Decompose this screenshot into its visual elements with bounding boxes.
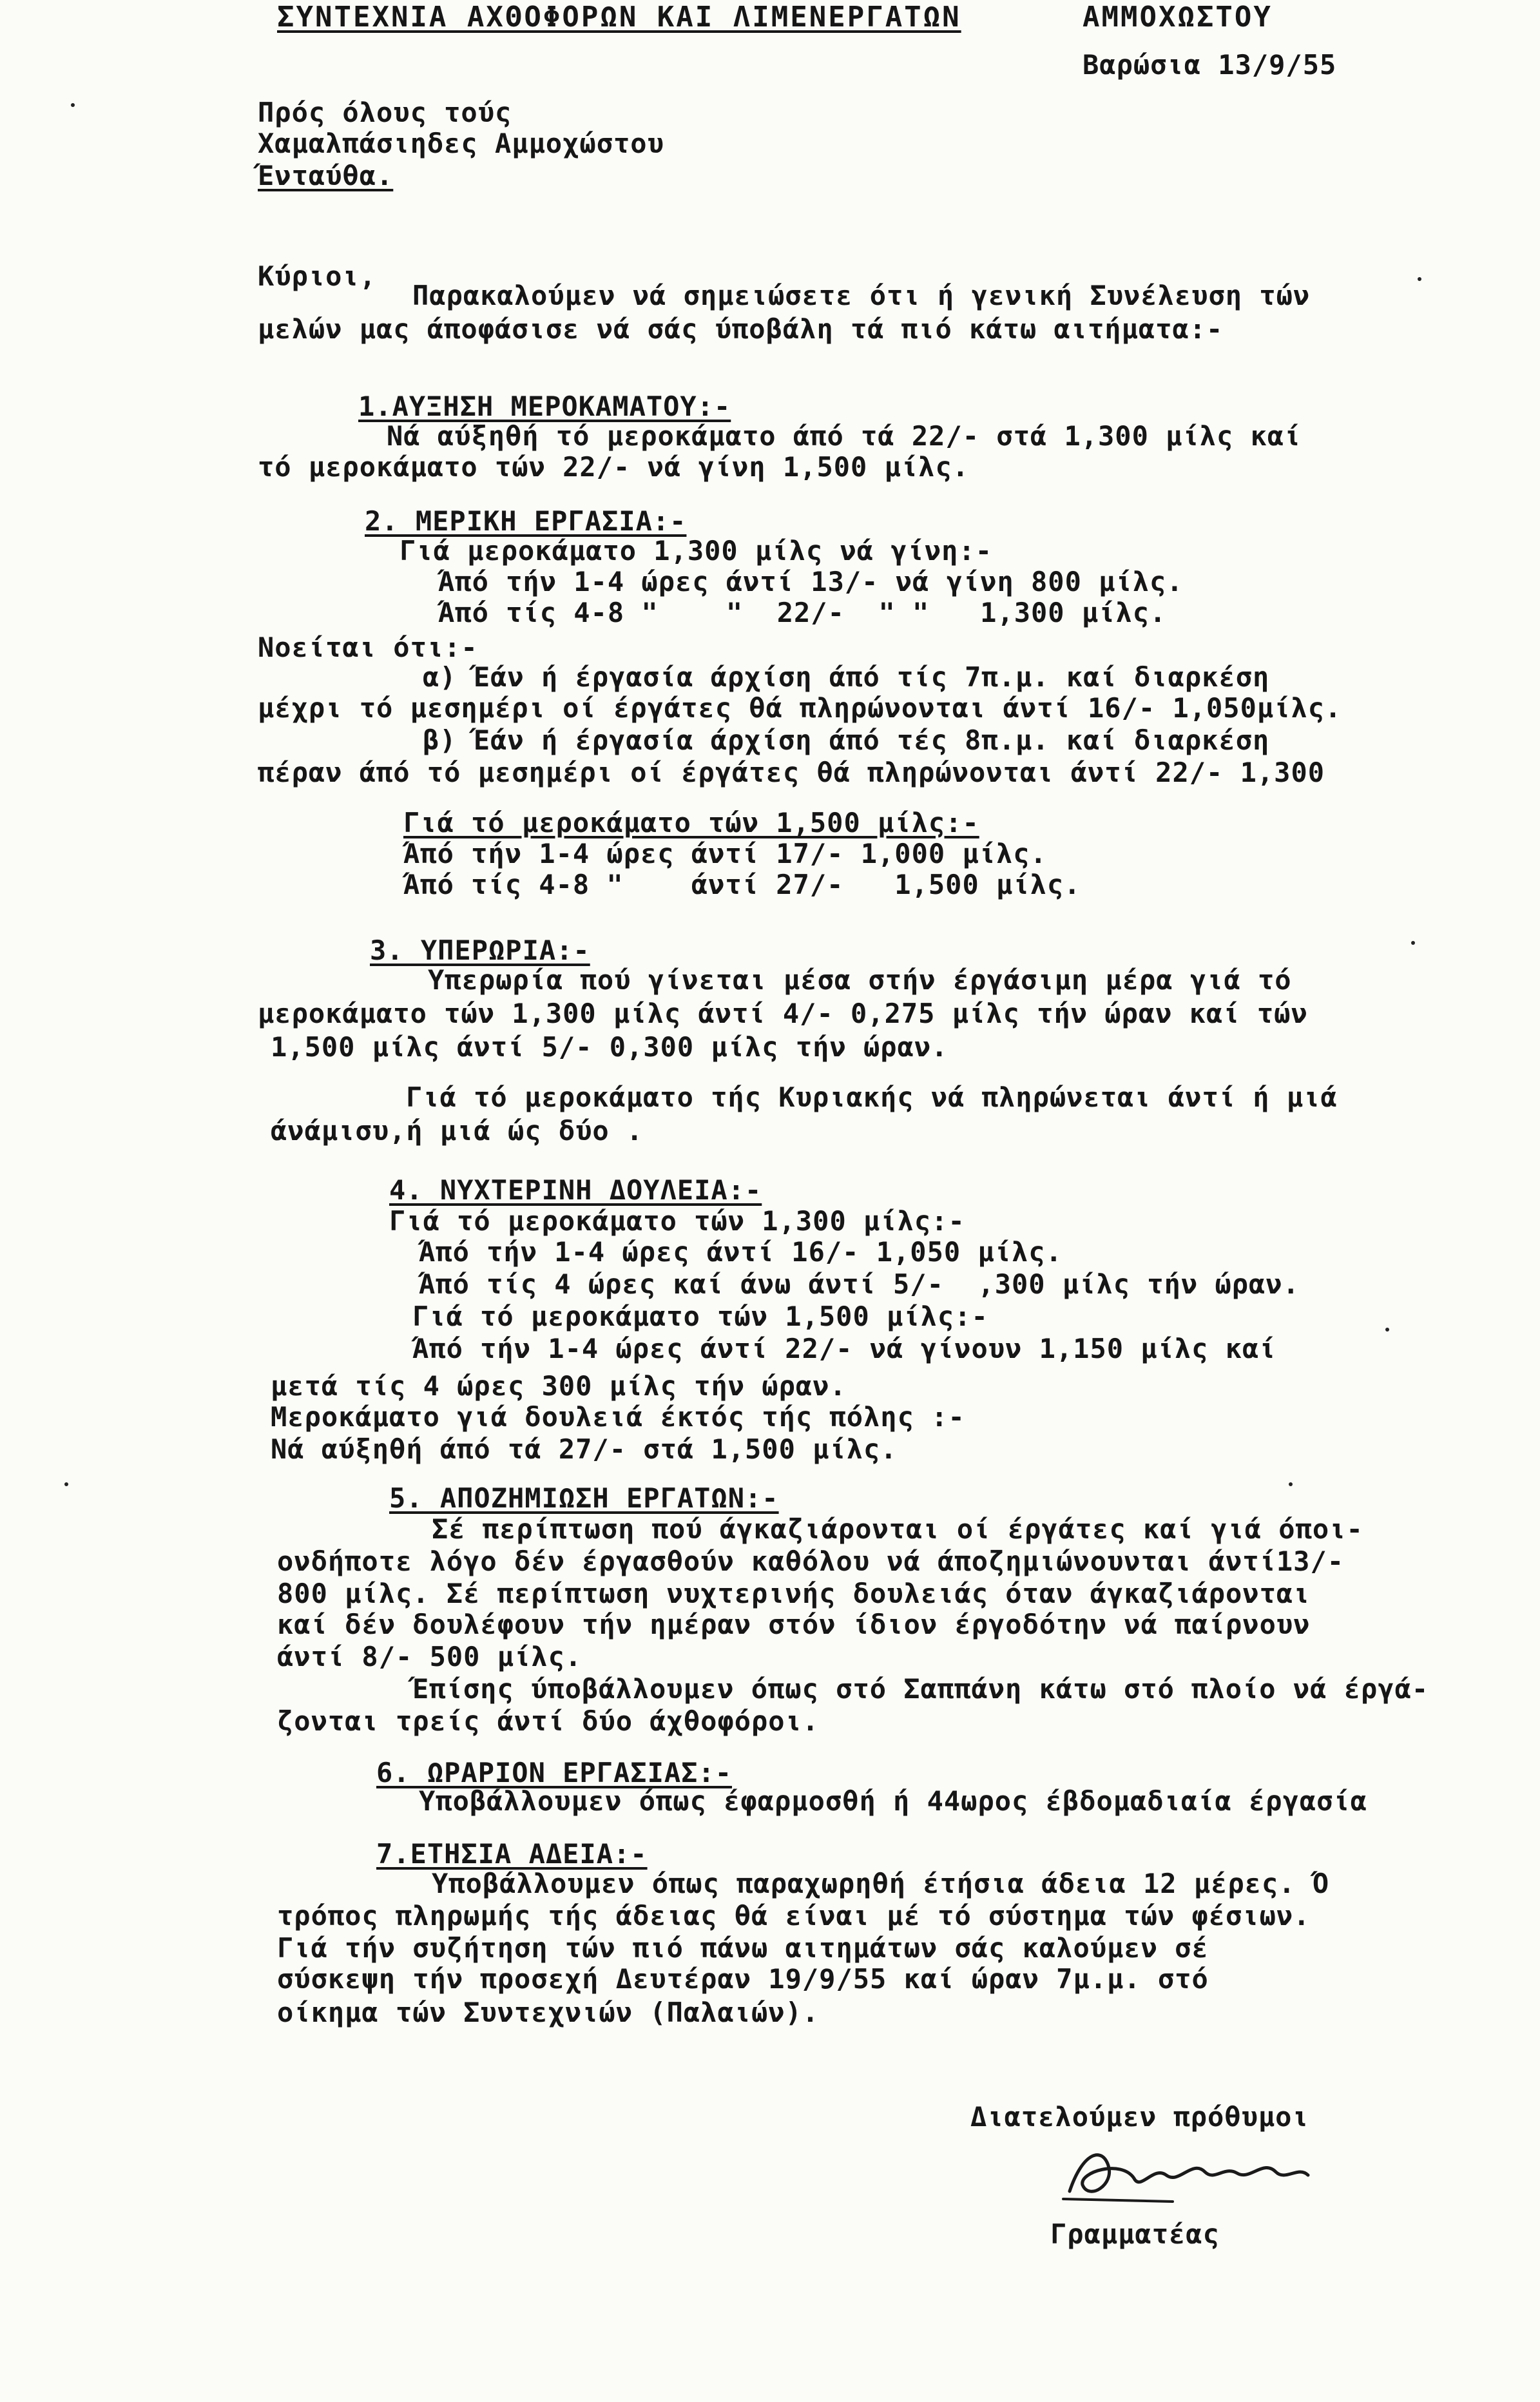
scan-speck <box>71 103 75 107</box>
section-6-line-1: Υποβάλλουμεν όπως έφαρμοσθή ή 44ωρος έβδομαδιαία έργασία <box>419 1785 1368 1817</box>
section-4-line-2: Άπό τήν 1-4 ώρες άντί 16/- 1,050 μίλς. <box>419 1236 1063 1268</box>
section-2-line-11: Άπό τίς 4-8 " άντί 27/- 1,500 μίλς. <box>403 869 1081 900</box>
section-7-title: 7.ΕΤΗΣΙΑ ΑΔΕΙΑ:- <box>376 1838 648 1870</box>
scan-speck <box>1289 1482 1293 1486</box>
section-4-line-1: Γιά τό μεροκάματο τών 1,300 μίλς:- <box>389 1205 965 1237</box>
scan-speck <box>1418 277 1421 281</box>
union-name: ΣΥΝΤΕΧΝΙΑ ΑΧΘΟΦΟΡΩΝ ΚΑΙ ΛΙΜΕΝΕΡΓΑΤΩΝ <box>277 1 961 34</box>
section-1-line-1: Νά αύξηθή τό μεροκάματο άπό τά 22/- στά 1,300 μίλς καί <box>387 420 1302 452</box>
section-3-line-5: άνάμισυ,ή μιά ώς δύο . <box>271 1115 644 1147</box>
section-2-line-5: α) Έάν ή έργασία άρχίση άπό τίς 7π.μ. καί διαρκέση <box>423 661 1270 693</box>
addressee-line-3: Ένταύθα. <box>258 160 394 191</box>
section-5-line-6: Έπίσης ύποβάλλουμεν όπως στό Σαππάνη κάτω στό πλοίο νά έργά- <box>412 1673 1429 1705</box>
section-3-line-3: 1,500 μίλς άντί 5/- 0,300 μίλς τήν ώραν. <box>271 1031 948 1063</box>
section-4-line-3: Άπό τίς 4 ώρες καί άνω άντί 5/- ,300 μίλς τήν ώραν. <box>419 1268 1300 1300</box>
section-4-line-5: Άπό τήν 1-4 ώρες άντί 22/- νά γίνουν 1,150 μίλς καί <box>412 1333 1276 1364</box>
section-5-line-5: άντί 8/- 500 μίλς. <box>277 1641 582 1672</box>
section-2-line-10: Άπό τήν 1-4 ώρες άντί 17/- 1,000 μίλς. <box>403 838 1047 869</box>
section-3-line-2: μεροκάματο τών 1,300 μίλς άντί 4/- 0,275 μίλς τήν ώραν καί τών <box>258 998 1308 1029</box>
section-5-line-3: 800 μίλς. Σέ περίπτωση νυχτερινής δουλειάς όταν άγκαζιάρονται <box>277 1578 1311 1609</box>
section-2-line-9: Γιά τό μεροκάματο τών 1,500 μίλς:- <box>403 807 979 838</box>
section-5-title: 5. ΑΠΟΖΗΜΙΩΣΗ ΕΡΓΑΤΩΝ:- <box>389 1482 779 1514</box>
section-2-line-6: μέχρι τό μεσημέρι οί έργάτες θά πληρώνονται άντί 16/- 1,050μίλς. <box>258 692 1342 724</box>
section-3-line-1: Υπερωρία πού γίνεται μέσα στήν έργάσιμη μέρα γιά τό <box>428 964 1292 996</box>
greeting: Κύριοι, <box>258 260 377 292</box>
section-2-line-4: Νοείται ότι:- <box>258 632 478 663</box>
section-7-line-5: οίκημα τών Συντεχνιών (Παλαιών). <box>277 1997 820 2028</box>
section-7-line-3: Γιά τήν συζήτηση τών πιό πάνω αιτημάτων σάς καλούμεν σέ <box>277 1932 1209 1964</box>
closing-regards: Διατελούμεν πρόθυμοι <box>970 2101 1309 2133</box>
section-2-line-8: πέραν άπό τό μεσημέρι οί έργάτες θά πληρώνονται άντί 22/- 1,300 <box>258 757 1325 788</box>
section-2-line-2: Άπό τήν 1-4 ώρες άντί 13/- νά γίνη 800 μίλς. <box>438 566 1184 597</box>
section-5-line-2: ονδήποτε λόγο δέν έργασθούν καθόλου νά άποζημιώνουνται άντί13/- <box>277 1545 1345 1577</box>
scan-speck <box>64 1482 68 1486</box>
addressee-line-1: Πρός όλους τούς <box>258 97 512 128</box>
closing-role: Γραμματέας <box>1050 2218 1220 2250</box>
section-5-line-1: Σέ περίπτωση πού άγκαζιάρονται οί έργάτες καί γιά όποι- <box>432 1513 1363 1545</box>
section-2-line-7: β) Έάν ή έργασία άρχίση άπό τές 8π.μ. καί διαρκέση <box>423 724 1270 756</box>
section-2-line-3: Άπό τίς 4-8 " " 22/- " " 1,300 μίλς. <box>438 597 1167 628</box>
signature <box>1044 2140 1340 2211</box>
intro-line-2: μελών μας άποφάσισε νά σάς ύποβάλη τά πιό κάτω αιτήματα:- <box>258 313 1224 345</box>
section-4-title: 4. ΝΥΧΤΕΡΙΝΗ ΔΟΥΛΕΙΑ:- <box>389 1174 762 1206</box>
letter-date: Βαρώσια 13/9/55 <box>1083 49 1337 81</box>
intro-line-1: Παρακαλούμεν νά σημειώσετε ότι ή γενική Συνέλευση τών <box>412 280 1311 311</box>
section-4-line-4: Γιά τό μεροκάματο τών 1,500 μίλς:- <box>412 1301 988 1332</box>
section-2-title: 2. ΜΕΡΙΚΗ ΕΡΓΑΣΙΑ:- <box>365 505 687 537</box>
section-7-line-1: Υποβάλλουμεν όπως παραχωρηθή έτήσια άδεια 12 μέρες. Ό <box>432 1868 1330 1899</box>
addressee-line-2: Χαμαλπάσιηδες Αμμοχώστου <box>258 128 664 159</box>
city-name: ΑΜΜΟΧΩΣΤΟΥ <box>1083 1 1273 34</box>
section-7-line-2: τρόπος πληρωμής τής άδειας θά είναι μέ τό σύστημα τών φέσιων. <box>277 1900 1311 1932</box>
section-3-title: 3. ΥΠΕΡΩΡΙΑ:- <box>370 935 590 966</box>
section-7-line-4: σύσκεψη τήν προσεχή Δευτέραν 19/9/55 καί ώραν 7μ.μ. στό <box>277 1963 1209 1995</box>
scan-speck <box>1385 1328 1389 1332</box>
section-4-line-6: μετά τίς 4 ώρες 300 μίλς τήν ώραν. <box>271 1370 847 1402</box>
section-5-line-4: καί δέν δουλέφουν τήν ημέραν στόν ίδιον έργοδότην νά παίρνουν <box>277 1609 1311 1640</box>
section-1-line-2: τό μεροκάματο τών 22/- νά γίνη 1,500 μίλς. <box>258 451 970 483</box>
section-4-line-7: Μεροκάματο γιά δουλειά έκτός τής πόλης :- <box>271 1401 965 1433</box>
section-2-line-1: Γιά μεροκάματο 1,300 μίλς νά γίνη:- <box>399 535 993 567</box>
section-3-line-4: Γιά τό μεροκάματο τής Κυριακής νά πληρώνεται άντί ή μιά <box>406 1081 1338 1113</box>
section-6-title: 6. ΩΡΑΡΙΟΝ ΕΡΓΑΣΙΑΣ:- <box>376 1757 733 1788</box>
scan-speck <box>1411 941 1415 945</box>
section-1-title: 1.ΑΥΞΗΣΗ ΜΕΡΟΚΑΜΑΤΟΥ:- <box>358 391 731 422</box>
section-5-line-7: ζονται τρείς άντί δύο άχθοφόροι. <box>277 1705 820 1737</box>
section-4-line-8: Νά αύξηθή άπό τά 27/- στά 1,500 μίλς. <box>271 1433 898 1465</box>
